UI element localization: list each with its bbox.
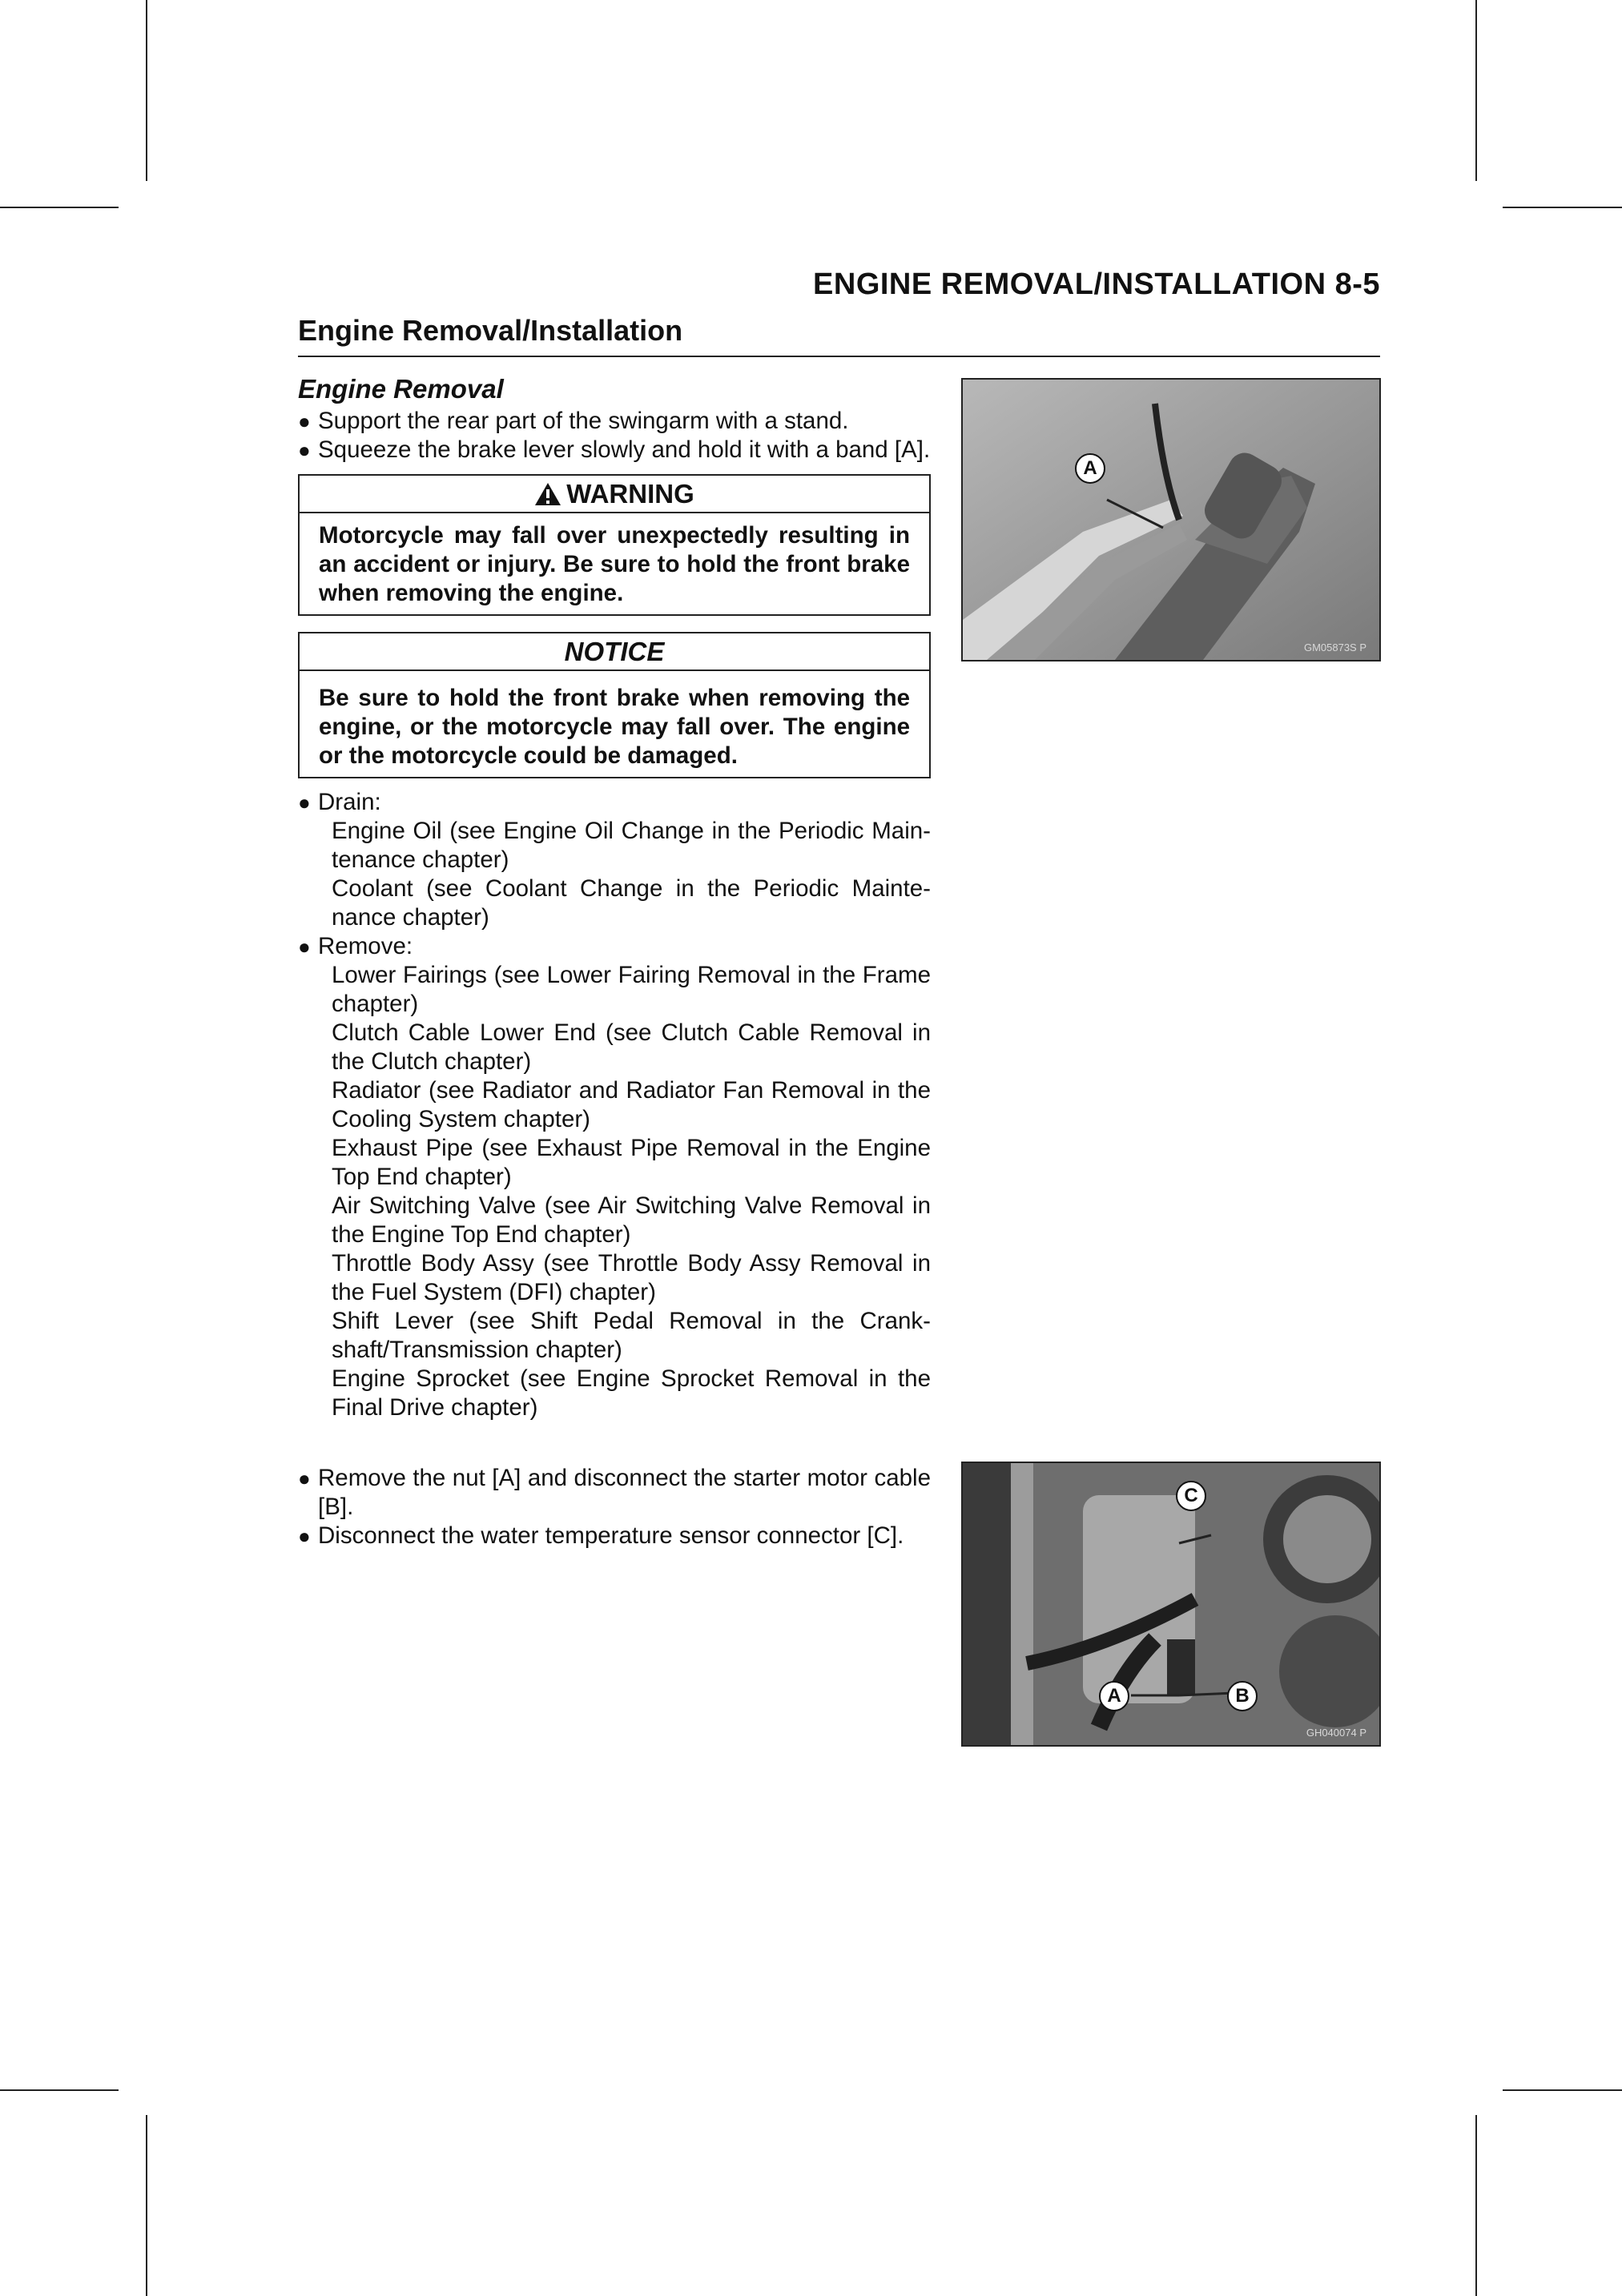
step-item: ● Disconnect the water temperature sensor connector [C]. [298,1522,904,1549]
running-header: ENGINE REMOVAL/INSTALLATION 8-5 [813,267,1380,301]
warning-triangle-icon [534,482,561,506]
notice-title: NOTICE [300,633,929,671]
subsection-title: Engine Removal [298,374,504,404]
figure-code: GH040074 P [1306,1727,1366,1739]
figure-code: GM05873S P [1303,641,1366,653]
lower-column [298,1464,931,1550]
remove-item: Shift Lever (see Shift Pedal Removal in the Crank-shaft/Transmission chapter) [332,1308,931,1363]
drain-step: ● Drain: [298,789,381,815]
remove-item: Lower Fairings (see Lower Fairing Removal in the Frame chapter) [332,962,931,1017]
remove-item: Air Switching Valve (see Air Switching Valve Removal in the Engine Top End chapter) [332,1192,931,1248]
upper-column [298,373,931,1422]
brake-lever-photo [961,378,1381,661]
starter-cable-photo [961,1462,1381,1747]
crop-mark [0,2089,119,2091]
warning-text: Motorcycle may fall over unexpectedly resulting in an accident or injury. Be sure to hold the front brake when removing the engine. [319,522,910,606]
section-title: Engine Removal/Installation [298,314,683,347]
crop-mark [0,207,119,208]
callout-b: B [1227,1681,1258,1711]
crop-mark [1503,207,1622,208]
brake-lever-illustration [963,380,1379,660]
engine-bay-illustration [963,1463,1379,1745]
section-rule [298,356,1380,357]
remove-item: Exhaust Pipe (see Exhaust Pipe Removal in the Engine Top End chapter) [332,1135,931,1190]
drain-item: Engine Oil (see Engine Oil Change in the Periodic Main-tenance chapter) [332,818,931,873]
step-item: ● Support the rear part of the swingarm with a stand. [298,408,849,434]
callout-c: C [1176,1481,1206,1511]
notice-box [298,632,931,778]
callout-a: A [1075,453,1105,484]
remove-item: Engine Sprocket (see Engine Sprocket Removal in the Final Drive chapter) [332,1365,931,1421]
crop-mark [1475,0,1477,181]
crop-mark [146,2115,147,2296]
drain-item: Coolant (see Coolant Change in the Periodic Mainte-nance chapter) [332,875,931,931]
remove-item: Clutch Cable Lower End (see Clutch Cable Removal in the Clutch chapter) [332,1019,931,1075]
remove-item: Radiator (see Radiator and Radiator Fan Removal in the Cooling System chapter) [332,1077,931,1132]
step-item: ● Squeeze the brake lever slowly and hold it with a band [A]. [298,436,931,463]
crop-mark [146,0,147,181]
step-item: ● Remove the nut [A] and disconnect the starter motor cable [B]. [298,1465,931,1520]
remove-step: ● Remove: [298,933,413,959]
crop-mark [1503,2089,1622,2091]
warning-title: WARNING [566,479,694,509]
warning-header [300,476,929,513]
remove-item: Throttle Body Assy (see Throttle Body Assy Removal in the Fuel System (DFI) chapter) [332,1250,931,1305]
notice-text: Be sure to hold the front brake when removing the engine, or the motorcycle may fall over. The engine or the motorcycle could be damaged. [319,685,910,769]
warning-box [298,474,931,616]
callout-a: A [1099,1681,1129,1711]
crop-mark [1475,2115,1477,2296]
